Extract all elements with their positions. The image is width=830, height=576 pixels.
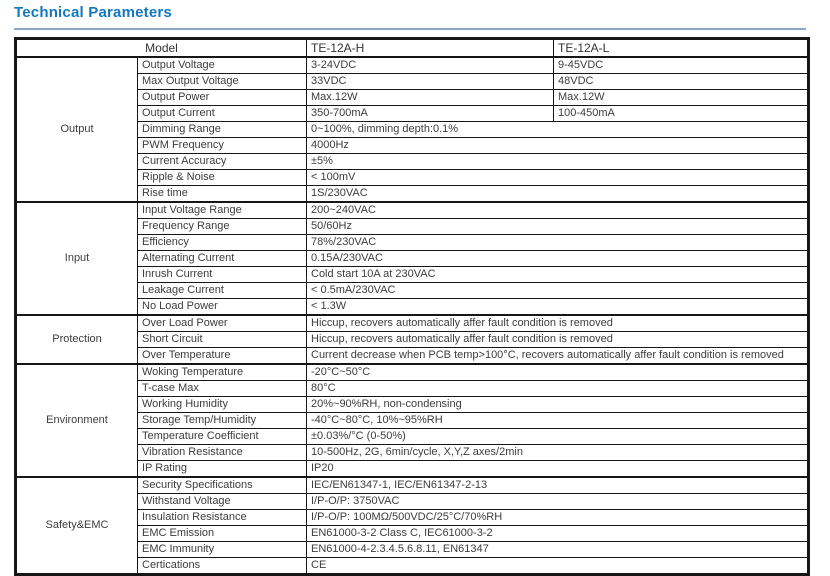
spec-table-header (16, 39, 809, 58)
table-row (16, 202, 809, 219)
page-title: Technical Parameters (14, 4, 172, 21)
value-cell-span: Current decrease when PCB temp>100°C, recovers automatically affer fault condition is removed (307, 348, 809, 365)
param-cell: Temperature Coefficient (138, 429, 307, 445)
value-cell-span: 80°C (307, 381, 809, 397)
value-cell-span: Cold start 10A at 230VAC (307, 267, 809, 283)
param-cell: Short Circuit (138, 332, 307, 348)
value-cell-span: EN61000-3-2 Class C, IEC61000-3-2 (307, 526, 809, 542)
header-row (16, 39, 809, 58)
group-cell-environment: Environment (16, 364, 138, 477)
param-cell: EMC Emission (138, 526, 307, 542)
value-cell-span: < 100mV (307, 170, 809, 186)
value-cell-span: EN61000-4-2.3.4.5.6.8.11, EN61347 (307, 542, 809, 558)
value-cell-span: I/P-O/P: 3750VAC (307, 494, 809, 510)
param-cell: Storage Temp/Humidity (138, 413, 307, 429)
param-cell: Current Accuracy (138, 154, 307, 170)
table-row (16, 57, 809, 74)
param-cell: PWM Frequency (138, 138, 307, 154)
value-cell-span: 0~100%, dimming depth:0.1% (307, 122, 809, 138)
value-cell-te-12a-l: Max.12W (554, 90, 809, 106)
value-cell-te-12a-h: 3-24VDC (307, 57, 554, 74)
title-rule (14, 28, 806, 30)
param-cell: Inrush Current (138, 267, 307, 283)
param-cell: Ripple & Noise (138, 170, 307, 186)
value-cell-span: 20%~90%RH, non-condensing (307, 397, 809, 413)
param-cell: No Load Power (138, 299, 307, 316)
spec-table-body (16, 57, 809, 575)
param-cell: Over Load Power (138, 315, 307, 332)
param-cell: Certications (138, 558, 307, 575)
value-cell-span: Hiccup, recovers automatically affer fault condition is removed (307, 332, 809, 348)
value-cell-te-12a-l: 100-450mA (554, 106, 809, 122)
value-cell-span: I/P-O/P: 100MΩ/500VDC/25°C/70%RH (307, 510, 809, 526)
table-row (16, 315, 809, 332)
value-cell-span: < 1.3W (307, 299, 809, 316)
param-cell: Output Current (138, 106, 307, 122)
param-cell: Frequency Range (138, 219, 307, 235)
column-header-te-12a-h: TE-12A-H (307, 39, 554, 58)
table-row (16, 477, 809, 494)
param-cell: Output Voltage (138, 57, 307, 74)
group-cell-output: Output (16, 57, 138, 202)
param-cell: Output Power (138, 90, 307, 106)
param-cell: Vibration Resistance (138, 445, 307, 461)
param-cell: Security Specifications (138, 477, 307, 494)
param-cell: EMC Immunity (138, 542, 307, 558)
param-cell: Input Voltage Range (138, 202, 307, 219)
value-cell-span: IEC/EN61347-1, IEC/EN61347-2-13 (307, 477, 809, 494)
value-cell-span: 4000Hz (307, 138, 809, 154)
group-cell-protection: Protection (16, 315, 138, 364)
value-cell-span: 10-500Hz, 2G, 6min/cycle, X,Y,Z axes/2min (307, 445, 809, 461)
value-cell-span: IP20 (307, 461, 809, 478)
value-cell-te-12a-l: 9-45VDC (554, 57, 809, 74)
param-cell: Working Humidity (138, 397, 307, 413)
param-cell: Over Temperature (138, 348, 307, 365)
param-cell: IP Rating (138, 461, 307, 478)
param-cell: Woking Temperature (138, 364, 307, 381)
spec-table (14, 37, 810, 576)
value-cell-span: 0.15A/230VAC (307, 251, 809, 267)
column-header-te-12a-l: TE-12A-L (554, 39, 809, 58)
value-cell-span: 200~240VAC (307, 202, 809, 219)
value-cell-span: < 0.5mA/230VAC (307, 283, 809, 299)
group-cell-input: Input (16, 202, 138, 315)
value-cell-te-12a-h: 33VDC (307, 74, 554, 90)
value-cell-span: CE (307, 558, 809, 575)
value-cell-span: 50/60Hz (307, 219, 809, 235)
param-cell: Insulation Resistance (138, 510, 307, 526)
param-cell: Efficiency (138, 235, 307, 251)
value-cell-span: 1S/230VAC (307, 186, 809, 203)
table-row (16, 364, 809, 381)
param-cell: Leakage Current (138, 283, 307, 299)
value-cell-te-12a-h: 350-700mA (307, 106, 554, 122)
param-cell: T-case Max (138, 381, 307, 397)
value-cell-span: ±5% (307, 154, 809, 170)
value-cell-te-12a-h: Max.12W (307, 90, 554, 106)
param-cell: Max Output Voltage (138, 74, 307, 90)
model-header-cell: Model (16, 39, 307, 58)
param-cell: Dimming Range (138, 122, 307, 138)
value-cell-span: 78%/230VAC (307, 235, 809, 251)
value-cell-span: Hiccup, recovers automatically affer fault condition is removed (307, 315, 809, 332)
value-cell-span: ±0.03%/°C (0-50%) (307, 429, 809, 445)
param-cell: Rise time (138, 186, 307, 203)
group-cell-safety-emc: Safety&EMC (16, 477, 138, 575)
value-cell-te-12a-l: 48VDC (554, 74, 809, 90)
value-cell-span: -20°C~50°C (307, 364, 809, 381)
value-cell-span: -40°C~80°C, 10%~95%RH (307, 413, 809, 429)
param-cell: Withstand Voltage (138, 494, 307, 510)
param-cell: Alternating Current (138, 251, 307, 267)
